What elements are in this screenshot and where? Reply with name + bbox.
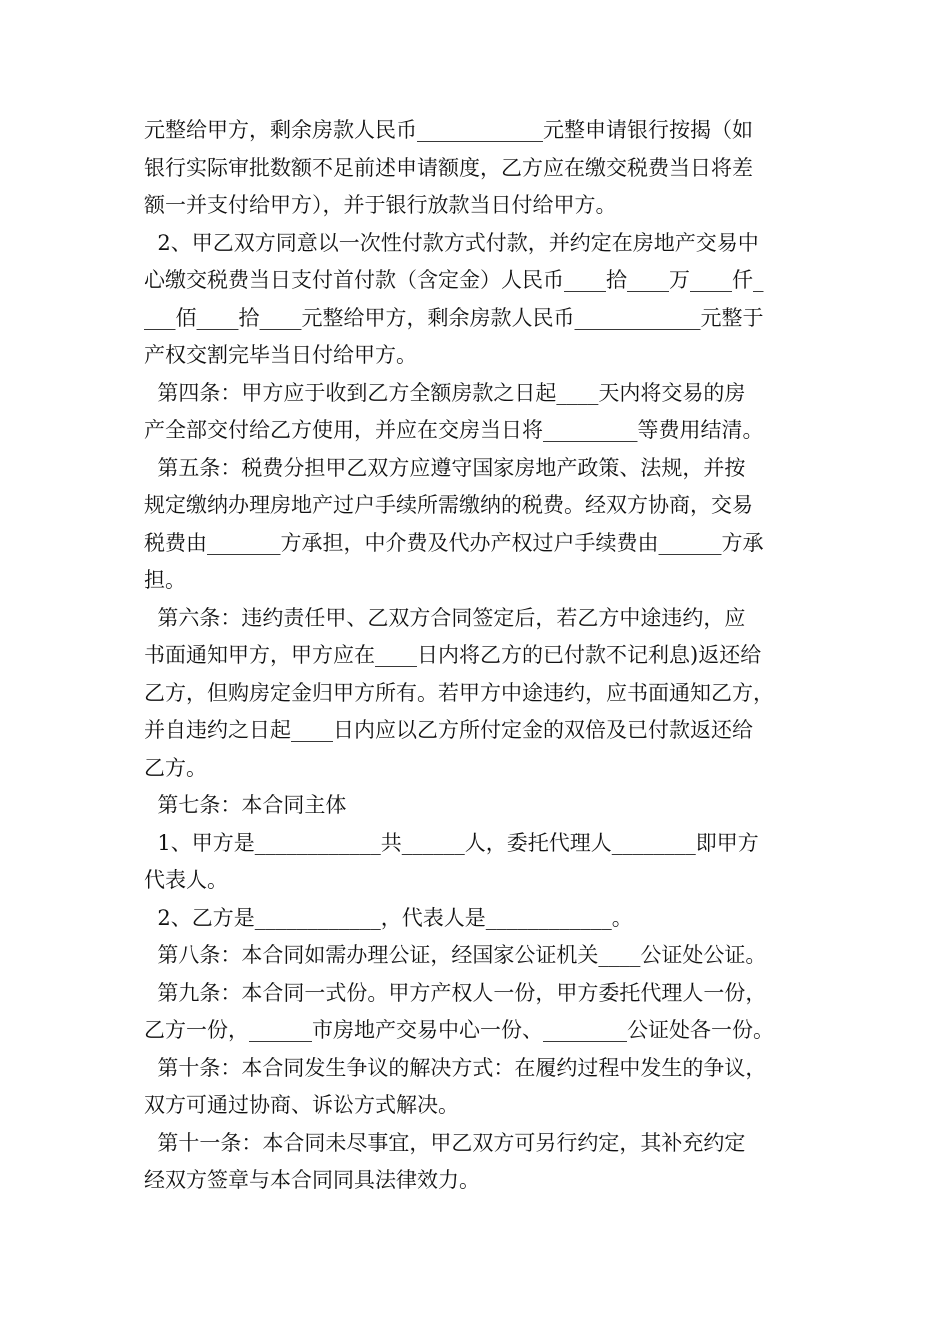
text-line: 银行实际审批数额不足前述申请额度，乙方应在缴交税费当日将差	[144, 155, 753, 180]
text-line: 乙方。	[144, 755, 207, 780]
text-line: 2、乙方是____________，代表人是____________。	[144, 905, 633, 930]
text-line: 担。	[144, 568, 186, 592]
text-line: 产全部交付给乙方使用，并应在交房当日将_________等费用结清。	[144, 418, 764, 442]
text-line: 乙方，但购房定金归甲方所有。若甲方中途违约，应书面通知乙方，	[144, 680, 774, 705]
contract-page	[144, 112, 814, 1200]
text-line: 第九条：本合同一式份。甲方产权人一份，甲方委托代理人一份，	[144, 980, 767, 1005]
text-line: ___佰____拾____元整给甲方，剩余房款人民币____________元整于	[144, 305, 764, 330]
text-line: 2、甲乙双方同意以一次性付款方式付款，并约定在房地产交易中	[144, 230, 759, 255]
text-line: 心缴交税费当日支付首付款（含定金）人民币____拾____万____仟_	[144, 268, 764, 292]
text-line: 代表人。	[144, 868, 228, 892]
text-line: 乙方一份，______市房地产交易中心一份、________公证处各一份。	[144, 1018, 774, 1042]
text-line: 第四条：甲方应于收到乙方全额房款之日起____天内将交易的房	[144, 380, 746, 405]
text-line: 规定缴纳办理房地产过户手续所需缴纳的税费。经双方协商，交易	[144, 493, 753, 517]
text-line: 1、甲方是____________共______人，委托代理人________即甲方	[144, 830, 759, 855]
text-line: 第八条：本合同如需办理公证，经国家公证机关____公证处公证。	[144, 943, 767, 967]
text-line: 并自违约之日起____日内应以乙方所付定金的双倍及已付款返还给	[144, 718, 753, 742]
text-line: 税费由_______方承担，中介费及代办产权过户手续费由______方承	[144, 530, 764, 555]
text-line: 元整给甲方，剩余房款人民币____________元整申请银行按揭（如	[144, 118, 753, 142]
text-line: 第十条：本合同发生争议的解决方式：在履约过程中发生的争议，	[144, 1055, 767, 1080]
text-line: 第五条：税费分担甲乙双方应遵守国家房地产政策、法规，并按	[144, 455, 746, 480]
text-line: 产权交割完毕当日付给甲方。	[144, 343, 417, 367]
text-line: 第六条：违约责任甲、乙双方合同签定后，若乙方中途违约，应	[144, 605, 746, 630]
text-line: 第十一条：本合同未尽事宜，甲乙双方可另行约定，其补充约定	[144, 1130, 746, 1155]
text-line: 双方可通过协商、诉讼方式解决。	[144, 1093, 459, 1117]
text-line: 经双方签章与本合同同具法律效力。	[144, 1168, 480, 1192]
text-line: 额一并支付给甲方），并于银行放款当日付给甲方。	[144, 193, 617, 217]
text-line: 第七条：本合同主体	[144, 793, 347, 817]
text-line: 书面通知甲方，甲方应在____日内将乙方的已付款不记利息)返还给	[144, 643, 762, 667]
